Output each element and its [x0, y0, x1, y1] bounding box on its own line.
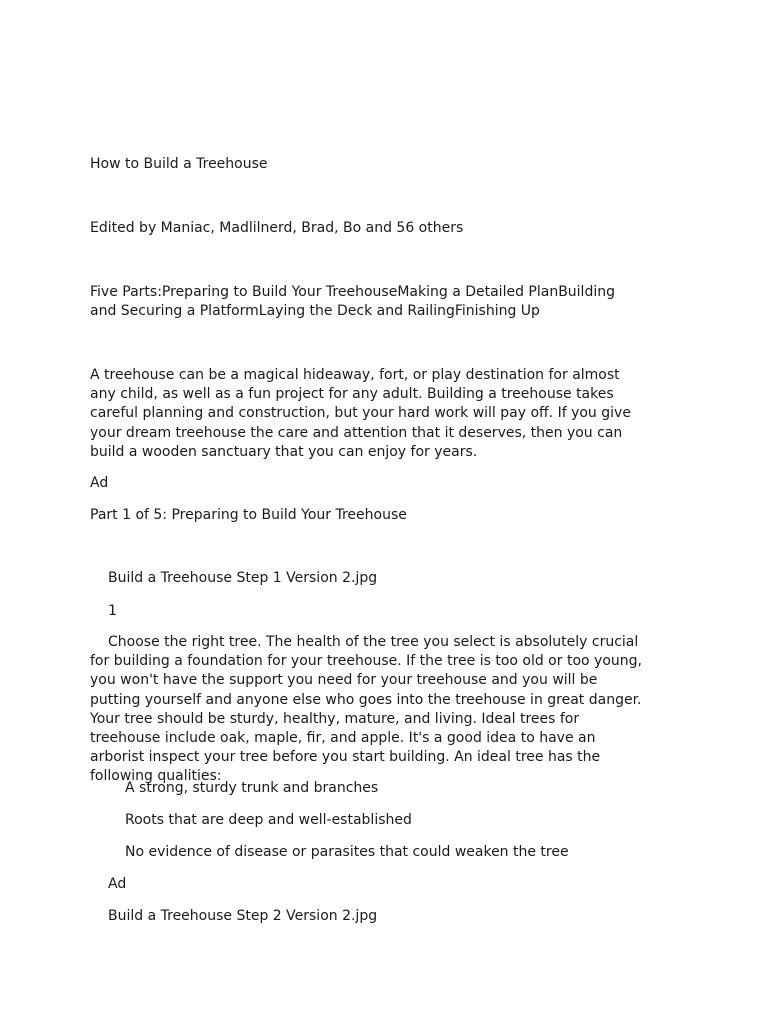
- step-1-number: 1: [108, 603, 117, 619]
- step-2-image-caption: Build a Treehouse Step 2 Version 2.jpg: [108, 908, 378, 924]
- list-item: Roots that are deep and well-established: [125, 812, 412, 828]
- document-title: How to Build a Treehouse: [90, 156, 268, 172]
- ad-label: Ad: [90, 475, 109, 491]
- list-item: No evidence of disease or parasites that could weaken the tree: [125, 844, 569, 860]
- step-1-image-caption: Build a Treehouse Step 1 Version 2.jpg: [108, 570, 378, 586]
- intro-paragraph: A treehouse can be a magical hideaway, fort, or play destination for almost any child, as well as a fun project for any adult. Building a treehouse takes careful planning and construction, but your hard work will pay off. If you give your dream treehouse the care and attention that it deserves, then you can build a wooden sanctuary that you can enjoy for years.: [90, 367, 631, 460]
- editors-line: Edited by Maniac, Madlilnerd, Brad, Bo and 56 others: [90, 220, 464, 236]
- list-item: A strong, sturdy trunk and branches: [125, 780, 379, 796]
- part-1-heading: Part 1 of 5: Preparing to Build Your Treehouse: [90, 507, 407, 523]
- ad-label: Ad: [108, 876, 127, 892]
- parts-summary: Five Parts:Preparing to Build Your TreehouseMaking a Detailed PlanBuilding and Securing a PlatformLaying the Deck and RailingFinishing Up: [90, 284, 615, 320]
- step-1-paragraph: Choose the right tree. The health of the tree you select is absolutely crucial for building a foundation for your treehouse. If the tree is too old or too young, you won't have the support you need for your treehouse and you will be putting yourself and anyone else who goes into the treehouse in great danger. Your tree should be sturdy, healthy, mature, and living. Ideal trees for treehouse include oak, maple, fir, and apple. It's a good idea to have an arborist inspect your tree before you start building. An ideal tree has the following qualities:: [90, 634, 642, 785]
